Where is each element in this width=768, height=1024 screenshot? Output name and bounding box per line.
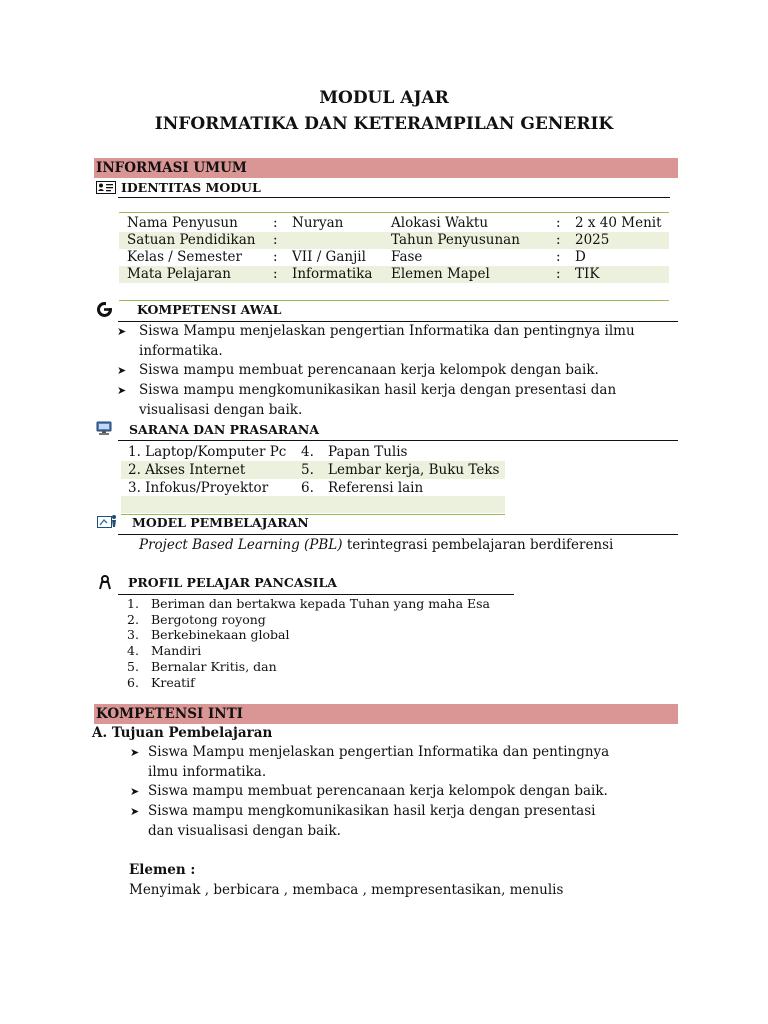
arrow-bullet-icon: ➤ bbox=[117, 384, 127, 397]
table-cell: Elemen Mapel bbox=[391, 266, 490, 282]
table-cell: Kelas / Semester bbox=[127, 249, 242, 265]
list-number: 1. bbox=[127, 596, 139, 611]
divider bbox=[118, 534, 678, 535]
sarana-heading: SARANA DAN PRASARANA bbox=[129, 422, 320, 437]
arrow-bullet-icon: ➤ bbox=[117, 364, 127, 377]
table-cell: : bbox=[556, 215, 561, 231]
person-icon bbox=[98, 575, 112, 594]
arrow-bullet-icon: ➤ bbox=[117, 325, 127, 338]
table-cell: : bbox=[273, 249, 278, 265]
table-cell: : bbox=[556, 232, 561, 248]
table-cell: Tahun Penyusunan bbox=[391, 232, 520, 248]
list-item: Siswa mampu membuat perencanaan kerja kelompok dengan baik. bbox=[148, 783, 608, 799]
table-cell: 2 x 40 Menit bbox=[575, 215, 662, 231]
table-cell: 5. bbox=[301, 462, 314, 478]
table-cell: : bbox=[273, 266, 278, 282]
list-number: 3. bbox=[127, 627, 139, 643]
table-cell: Mata Pelajaran bbox=[127, 266, 231, 282]
tujuan-heading: A. Tujuan Pembelajaran bbox=[92, 725, 273, 741]
arrow-bullet-icon: ➤ bbox=[130, 805, 140, 818]
list-item: Siswa mampu membuat perencanaan kerja kelompok dengan baik. bbox=[139, 362, 599, 378]
arrow-bullet-icon: ➤ bbox=[130, 746, 140, 759]
table-cell: : bbox=[273, 232, 278, 248]
gear-g-icon bbox=[97, 302, 112, 321]
table-row-shade bbox=[121, 496, 505, 513]
board-icon bbox=[97, 514, 117, 533]
profil-heading: PROFIL PELAJAR PANCASILA bbox=[128, 575, 337, 590]
id-card-icon bbox=[96, 179, 116, 198]
section-band-kompetensi-inti: KOMPETENSI INTI bbox=[94, 704, 678, 724]
elemen-text: Menyimak , berbicara , membaca , mempresentasikan, menulis bbox=[129, 882, 564, 898]
list-item: Kreatif bbox=[151, 674, 195, 690]
divider bbox=[118, 594, 514, 595]
document-subtitle: INFORMATIKA DAN KETERAMPILAN GENERIK bbox=[154, 114, 614, 134]
table-cell: Nama Penyusun bbox=[127, 215, 238, 231]
section-band-informasi-umum: INFORMASI UMUM bbox=[94, 158, 678, 178]
table-cell: VII / Ganjil bbox=[292, 249, 366, 265]
table-cell: : bbox=[273, 215, 278, 231]
model-heading: MODEL PEMBELAJARAN bbox=[132, 515, 309, 530]
list-item: Siswa mampu mengkomunikasikan hasil kerja dengan presentasi dan visualisasi dengan baik. bbox=[148, 803, 596, 839]
list-item: Siswa Mampu menjelaskan pengertian Informatika dan pentingnya ilmu informatika. bbox=[139, 323, 635, 359]
computer-icon bbox=[96, 421, 112, 440]
table-cell: Referensi lain bbox=[328, 480, 424, 496]
list-item: Berkebinekaan global bbox=[151, 627, 290, 643]
table-cell: Papan Tulis bbox=[328, 444, 408, 460]
document-title: MODUL AJAR bbox=[319, 88, 449, 108]
table-cell: 6. bbox=[301, 480, 314, 496]
list-item: Beriman dan bertakwa kepada Tuhan yang maha Esa bbox=[151, 596, 490, 611]
table-cell: TIK bbox=[575, 266, 600, 282]
table-top-rule bbox=[119, 212, 669, 213]
table-cell: 2025 bbox=[575, 232, 610, 248]
arrow-bullet-icon: ➤ bbox=[130, 785, 140, 798]
table-cell: D bbox=[575, 249, 586, 265]
table-cell: Alokasi Waktu bbox=[391, 215, 489, 231]
table-cell: 4. bbox=[301, 444, 314, 460]
identity-table bbox=[119, 212, 669, 302]
elemen-label: Elemen : bbox=[129, 862, 196, 878]
model-text bbox=[139, 536, 613, 555]
table-cell: : bbox=[556, 249, 561, 265]
list-item: Bergotong royong bbox=[151, 611, 266, 627]
table-cell: Satuan Pendidikan bbox=[127, 232, 256, 248]
model-name: Project Based Learning (PBL) bbox=[139, 537, 343, 553]
table-cell: Nuryan bbox=[292, 215, 344, 231]
list-item: Siswa mampu mengkomunikasikan hasil kerja dengan presentasi dan visualisasi dengan baik. bbox=[139, 382, 617, 418]
list-number: 5. bbox=[127, 658, 139, 674]
table-cell: 2. Akses Internet bbox=[128, 462, 246, 478]
kompetensi-awal-heading: KOMPETENSI AWAL bbox=[137, 302, 282, 317]
table-bottom-rule bbox=[119, 300, 669, 301]
list-item: Siswa Mampu menjelaskan pengertian Informatika dan pentingnya ilmu informatika. bbox=[148, 744, 610, 780]
table-cell: Fase bbox=[391, 249, 423, 265]
list-item: Bernalar Kritis, dan bbox=[151, 658, 277, 674]
table-cell: Informatika bbox=[292, 266, 373, 282]
list-item: Mandiri bbox=[151, 643, 202, 659]
table-cell: : bbox=[556, 266, 561, 282]
model-description: terintegrasi pembelajaran berdiferensi bbox=[342, 537, 614, 553]
list-number: 6. bbox=[127, 674, 139, 690]
list-number: 2. bbox=[127, 611, 139, 627]
table-cell: Lembar kerja, Buku Teks bbox=[328, 462, 500, 478]
divider bbox=[118, 197, 670, 198]
table-cell: 3. Infokus/Proyektor bbox=[128, 480, 269, 496]
identitas-heading: IDENTITAS MODUL bbox=[121, 180, 261, 195]
table-cell: 1. Laptop/Komputer Pc bbox=[128, 444, 287, 460]
sarana-table bbox=[121, 443, 505, 515]
list-number: 4. bbox=[127, 643, 139, 659]
divider bbox=[118, 440, 678, 441]
